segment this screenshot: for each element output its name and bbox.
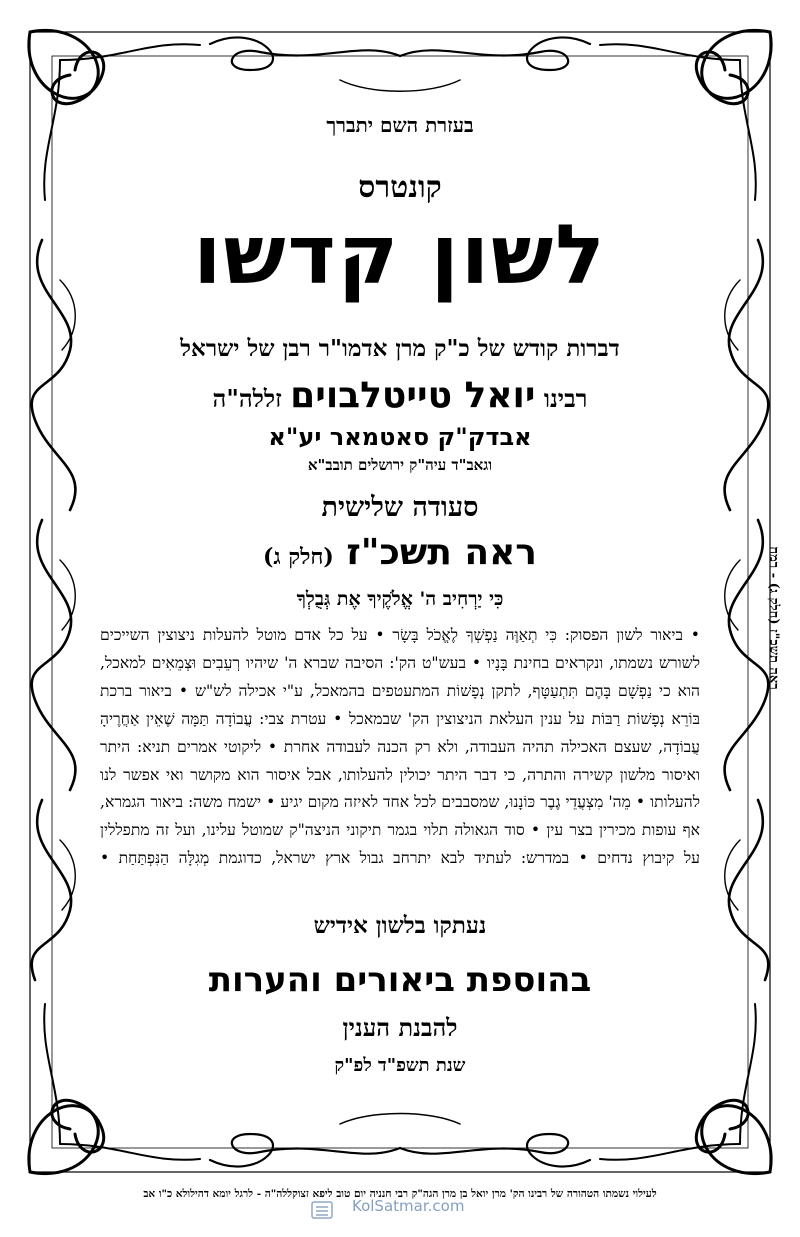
rebbe-line: [100, 375, 700, 416]
dedication-line: לעילוי נשמתו הטהורה של רבינו הק' מרן יואל בן מרן הגה"ק רבי חנניה יום טוב ליפא זצוקללה"ה - לרגל יומא דהילולא כ"ו אב: [143, 1188, 657, 1200]
gavad-line: וגאב"ד עיה"ק ירושלים תובב"א: [307, 456, 493, 474]
year-line: שנת תשפ"ד לפ"ק: [334, 1055, 466, 1076]
additions-line: בהוספת ביאורים והערות: [208, 960, 592, 1000]
side-running-head: ראה תשכ"ז (חלק ג) - רמח: [766, 546, 781, 690]
rabbeinu-label: רבינו: [543, 384, 588, 413]
parsha-heading: [100, 532, 700, 573]
contents-summary-paragraph: • ביאור לשון הפסוק: כִּי תְאַוֶּה נַפְשְׁךָ לֶאֱכֹל בָּשָׂר • על כל אדם מוטל להעלות ניצוצין השייכים לשורש נשמתו, ונקראים בחינת בָּנָיו • בעש"ט הק': הסיבה שברא ה' שיהיו רְעֵבִים וּצְמֵאִים למאכל, הוא כי נַפְשָׁם בָּהֶם תִּתְעַטָּף, לתקן נְפָשׁוֹת המתעטפים בהמאכל, ע"י אכילה לש"ש • ביאור ברכת בּוֹרֵא נְפָשׁוֹת רַבּוֹת על ענין העלאת הניצוצין הק' שבמאכל • עטרת צבי: עֲבוֹדָה תַּמָּה שֶׁאֵין אַחֲרֶיהָ עֲבוֹדָה, שעצם האכילה תהיה העבודה, ולא רק הכנה לעבודה אחרת • ליקוטי אמרים תניא: היתר ואיסור מלשון קשירה והתרה, כי דבר היתר יכולין להעלותו, אבל איסור הוא מקושר ואי אפשר לנו להעלותו • מֵה' מִצְעֲדֵי גֶבֶר כּוֹנָנוּ, שמסבבים לכל אחד לאיזה מקום יגיע • ישמח משה: ביאור הגמרא, אף עופות מכירין בצר עין • סוד הגאולה תלוי בגמר תיקוני הניצה"ק שמוטל עלינו, ועל זה מתפללין על קיבוץ נדחים • במדרש: לעתיד לבא יתרחב גבול ארץ ישראל, כדוגמת מְגִלָּה הַנִּפְתַּחַת •: [100, 626, 700, 868]
seuda-heading: סעודה שלישית: [321, 492, 479, 523]
subtitle-line: דברות קודש של כ"ק מרן אדמו"ר רבן של ישראל: [180, 335, 620, 362]
av-beis-din-line: אבדק"ק סאטמאר יע"א: [268, 423, 532, 451]
main-title: לשון קדשו: [193, 208, 607, 303]
kuntres-label: קונטרס: [358, 170, 442, 205]
zllh-label: זללה"ה: [212, 384, 282, 413]
rebbe-name: יואל טייטלבוים: [290, 375, 536, 416]
translated-line: נעתקו בלשון אידיש: [313, 912, 487, 939]
watermark-text: KolSatmar.com: [352, 1197, 465, 1215]
understanding-line: להבנת הענין: [342, 1013, 458, 1042]
parsha-name: ראה תשכ"ז: [346, 532, 537, 573]
chelek-label: (חלק ג): [263, 544, 334, 570]
header-blessing: בעזרת השם יתברך: [326, 113, 474, 137]
pasuk-line: כִּי יַרְחִיב ה' אֱלֹקֶיךָ אֶת גְּבֻלְךָ: [296, 588, 504, 610]
